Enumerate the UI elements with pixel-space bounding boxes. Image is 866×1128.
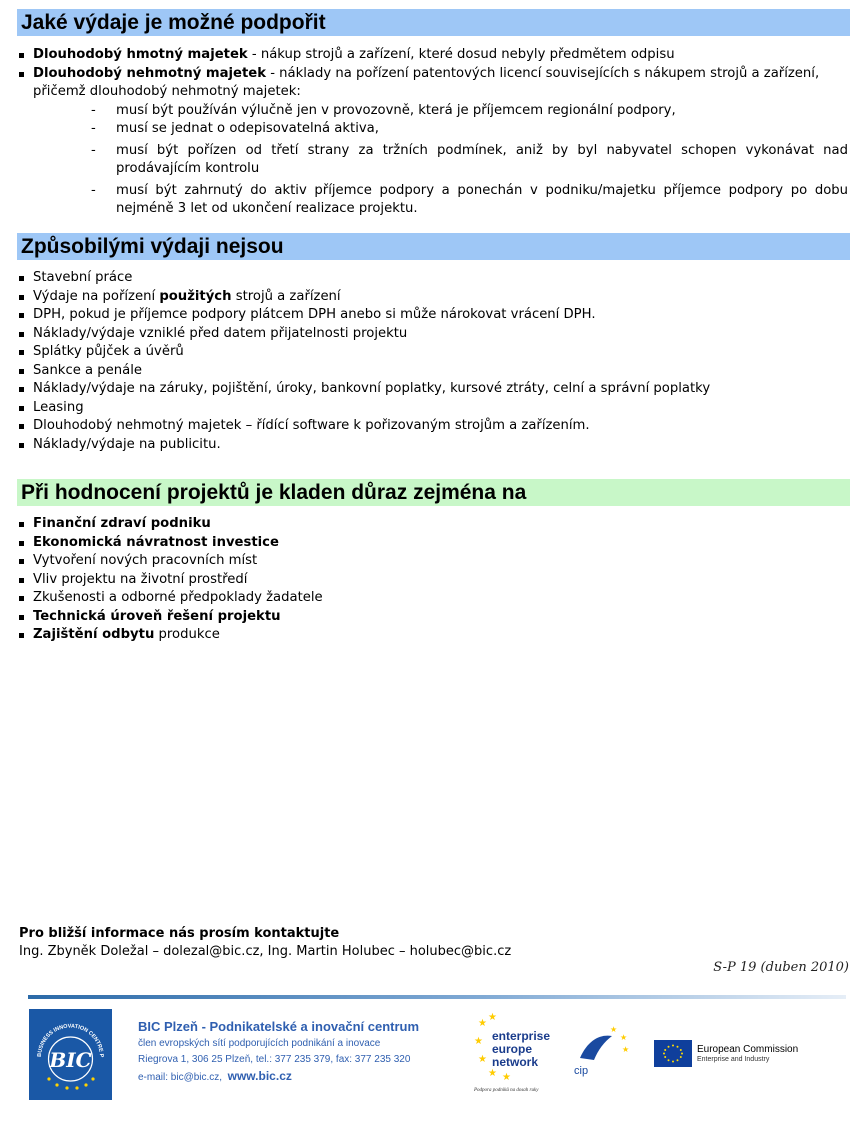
item-text: - náklady na pořízení patentových licencí souvisejících s nákupem strojů a zařízení, přičemž dlouhodobý nehmotný majetek: [33, 65, 820, 99]
sub-list [33, 102, 848, 219]
bic-logo [29, 1009, 112, 1100]
item-text: - nákup strojů a zařízení, které dosud nebyly předmětem odpisu [247, 47, 675, 62]
item-bold: Dlouhodobý nehmotný majetek [33, 65, 267, 81]
section-heading-evaluation: Při hodnocení projektů je kladen důraz zejména na [17, 479, 850, 506]
een-logo-graphic [472, 1010, 562, 1095]
organization-address: Riegrova 1, 306 25 Plzeň, tel.: 377 235 379, fax: 377 235 320 [138, 1054, 411, 1065]
list-item: Sankce a penále [18, 362, 848, 381]
cip-label: cip [574, 1065, 589, 1077]
star-icon: ★ [502, 1072, 511, 1083]
document-code: S-P 19 (duben 2010) [713, 960, 849, 975]
star-icon: ★ [620, 1033, 628, 1042]
list-item [18, 65, 848, 219]
list-item: Dlouhodobý nehmotný majetek – řídící software k pořizovaným strojům a zařízením. [18, 417, 848, 436]
star-icon: ★ [622, 1045, 630, 1054]
contact-line: Ing. Zbyněk Doležal – dolezal@bic.cz, Ing. Martin Holubec – holubec@bic.cz [19, 944, 512, 959]
list-item: Vytvoření nových pracovních míst [18, 552, 848, 571]
ec-title: European Commission [697, 1044, 799, 1055]
ec-text [697, 1044, 798, 1064]
list-item: Náklady/výdaje na záruky, pojištění, úroky, bankovní poplatky, kursové ztráty, celní a správní poplatky [18, 380, 848, 399]
een-line-2: europe [492, 1042, 533, 1056]
ec-subtitle: Enterprise and Industry [697, 1056, 770, 1063]
list-item [18, 515, 848, 534]
cip-logo-graphic [570, 1020, 632, 1080]
ineligible-list [18, 269, 848, 454]
contact-title: Pro bližší informace nás prosím kontaktujte [19, 926, 340, 941]
sub-list-item: - musí být používán výlučně jen v provozovně, která je příjemcem regionální podpory, [86, 102, 848, 121]
list-item: Stavební práce [18, 269, 848, 288]
star-icon: ★ [474, 1036, 483, 1047]
cip-swoosh-icon [580, 1036, 612, 1060]
list-item: Zkušenosti a odborné předpoklady žadatele [18, 589, 848, 608]
eu-flag-icon [654, 1040, 692, 1067]
section-heading-eligible: Jaké výdaje je možné podpořit [17, 9, 850, 36]
star-icon: ★ [478, 1054, 487, 1065]
evaluation-list [18, 515, 848, 645]
sub-list-item: - musí být pořízen od třetí strany za tržních podmínek, aniž by byl nabyvatel schopen vykonávat nad prodávajícím kontrolu [86, 142, 848, 179]
item-bold: Finanční zdraví podniku [33, 516, 211, 531]
sub-list-item: - musí se jednat o odepisovatelná aktiva, [86, 120, 848, 139]
list-item: Splátky půjček a úvěrů [18, 343, 848, 362]
footer-divider [28, 995, 846, 999]
list-item: Vliv projektu na životní prostředí [18, 571, 848, 590]
sub-list-item: - musí být zahrnutý do aktiv příjemce podpory a ponechán v podniku/majetku příjemce podpory po dobu nejméně 3 let od ukončení realizace projektu. [86, 182, 848, 219]
item-bold: Zajištění odbytu [33, 627, 155, 642]
section-heading-ineligible: Způsobilými výdaji nejsou [17, 233, 850, 260]
bic-logo-mark: BIC [49, 1048, 92, 1072]
organization-info [138, 1018, 419, 1086]
een-tagline: Podpora podniků na dosah ruky [474, 1088, 539, 1093]
item-bold: Ekonomická návratnost investice [33, 534, 279, 550]
item-text: Výdaje na pořízení [33, 288, 160, 304]
organization-membership: člen evropských sítí podporujících podnikání a inovace [138, 1038, 381, 1049]
contact-block [19, 925, 511, 961]
star-icon: ★ [488, 1068, 497, 1079]
item-bold: Dlouhodobý hmotný majetek [33, 47, 248, 62]
een-line-3: network [492, 1055, 539, 1069]
bic-logo-graphic [29, 1009, 112, 1100]
enterprise-europe-network-logo [472, 1010, 562, 1095]
list-item: Náklady/výdaje vzniklé před datem přijatelnosti projektu [18, 325, 848, 344]
list-item [18, 46, 848, 65]
list-item [18, 288, 848, 307]
organization-email[interactable]: e-mail: bic@bic.cz, [138, 1072, 223, 1083]
een-line-1: enterprise [492, 1029, 551, 1043]
star-icon: ★ [488, 1012, 497, 1023]
item-text: produkce [154, 627, 220, 642]
organization-web-link[interactable]: www.bic.cz [227, 1069, 292, 1083]
star-icon: ★ [610, 1025, 618, 1034]
eligible-list [18, 46, 848, 219]
item-text: strojů a zařízení [231, 288, 341, 304]
cip-logo [570, 1020, 632, 1080]
list-item [18, 608, 848, 627]
bic-logo-arc-text: BUSINESS INNOVATION CENTRE P [36, 1023, 105, 1058]
list-item [18, 534, 848, 553]
list-item [18, 626, 848, 645]
star-icon: ★ [478, 1018, 487, 1029]
organization-name: BIC Plzeň - Podnikatelské a inovační centrum [138, 1019, 420, 1034]
list-item: Náklady/výdaje na publicitu. [18, 436, 848, 455]
list-item: DPH, pokud je příjemce podpory plátcem DPH anebo si může nárokovat vrácení DPH. [18, 306, 848, 325]
organization-contact [138, 1068, 419, 1086]
list-item: Leasing [18, 399, 848, 418]
item-bold: použitých [159, 288, 232, 304]
item-bold: Technická úroveň řešení projektu [33, 608, 281, 624]
